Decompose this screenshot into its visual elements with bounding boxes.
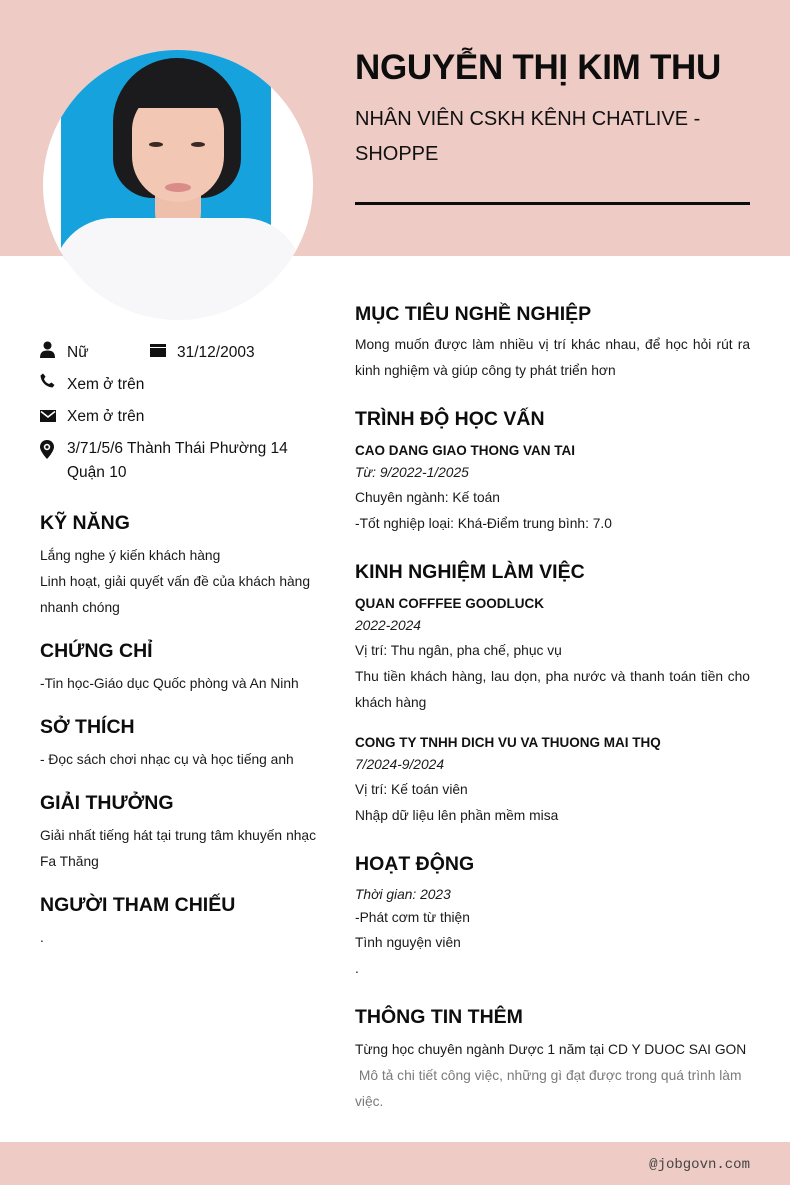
hobbies-heading: SỞ THÍCH xyxy=(40,716,135,738)
contact-address xyxy=(40,437,288,485)
additional-heading: THÔNG TIN THÊM xyxy=(355,1006,523,1028)
activities-heading: HOẠT ĐỘNG xyxy=(355,853,475,875)
address-line-1: 3/71/5/6 Thành Thái Phường 14 xyxy=(67,440,288,457)
experience-heading: KINH NGHIỆM LÀM VIỆC xyxy=(355,561,585,583)
awards-text: Giải nhất tiếng hát tại trung tâm khuyến nhạc Fa Thăng xyxy=(40,828,316,869)
certificates-text: -Tin học-Giáo dục Quốc phòng và An Ninh xyxy=(40,676,299,691)
photo-eye xyxy=(149,142,163,147)
calendar-icon xyxy=(150,341,177,359)
skills-list xyxy=(40,543,320,621)
education-school: CAO DANG GIAO THONG VAN TAI xyxy=(355,443,575,458)
contact-birthday: 31/12/2003 xyxy=(150,341,255,365)
profile-photo xyxy=(43,50,313,320)
activities-period: Thời gian: 2023 xyxy=(355,887,451,902)
certificates-heading: CHỨNG CHỈ xyxy=(40,640,153,662)
job-period: 2022-2024 xyxy=(355,618,421,633)
job-company: CONG TY TNHH DICH VU VA THUONG MAI THQ xyxy=(355,735,661,750)
job-description: Thu tiền khách hàng, lau dọn, pha nước và thanh toán tiền cho khách hàng xyxy=(355,669,750,710)
references-heading: NGƯỜI THAM CHIẾU xyxy=(40,894,236,916)
job-description: Nhập dữ liệu lên phần mềm misa xyxy=(355,808,559,823)
activities-line-2: Tình nguyện viên xyxy=(355,935,461,950)
education-major: Chuyên ngành: Kế toán xyxy=(355,490,500,505)
education-period: Từ: 9/2022-1/2025 xyxy=(355,465,469,480)
footer-site: @jobgovn.com xyxy=(649,1157,750,1173)
skills-heading: KỸ NĂNG xyxy=(40,512,130,534)
hobbies-text: - Đọc sách chơi nhạc cụ và học tiếng anh xyxy=(40,752,294,767)
objective-heading: MỤC TIÊU NGHỀ NGHIỆP xyxy=(355,303,592,325)
phone-icon xyxy=(40,373,67,391)
additional-placeholder: Mô tả chi tiết công việc, những gì đạt được trong quá trình làm việc. xyxy=(355,1068,746,1109)
skill-item: Linh hoạt, giải quyết vấn đề của khách hàng xyxy=(40,574,311,589)
job-company: QUAN COFFFEE GOODLUCK xyxy=(355,596,544,611)
title-divider xyxy=(355,202,750,205)
education-heading: TRÌNH ĐỘ HỌC VẤN xyxy=(355,408,545,430)
education-details xyxy=(355,485,750,537)
contact-phone: Xem ở trên xyxy=(40,373,144,397)
photo-bangs xyxy=(129,70,227,108)
education-grade: -Tốt nghiệp loại: Khá-Điểm trung bình: 7.0 xyxy=(355,516,612,531)
job-position: Vị trí: Thu ngân, pha chế, phục vụ xyxy=(355,643,562,658)
photo-shirt xyxy=(53,218,303,320)
location-pin-icon xyxy=(40,437,67,455)
references-text: . xyxy=(40,930,44,945)
activities-line-1: -Phát cơm từ thiện xyxy=(355,910,470,925)
additional-text: Từng học chuyên ngành Dược 1 năm tại CD Y DUOC SAI GON xyxy=(355,1042,747,1057)
skill-item: nhanh chóng xyxy=(40,600,120,615)
contact-gender: Nữ xyxy=(40,341,89,365)
envelope-icon xyxy=(40,405,67,423)
address-line-2: Quận 10 xyxy=(67,464,127,481)
contact-email: Xem ở trên xyxy=(40,405,144,429)
photo-lips xyxy=(165,183,191,192)
person-icon xyxy=(40,341,67,359)
job-position: Vị trí: Kế toán viên xyxy=(355,782,468,797)
candidate-name: NGUYỄN THỊ KIM THU xyxy=(355,48,721,87)
candidate-title: NHÂN VIÊN CSKH KÊNH CHATLIVE - SHOPPE xyxy=(355,108,701,165)
awards-heading: GIẢI THƯỞNG xyxy=(40,792,174,814)
activities-line-3: . xyxy=(355,961,359,976)
skill-item: Lắng nghe ý kiến khách hàng xyxy=(40,548,221,563)
photo-eye xyxy=(191,142,205,147)
job-period: 7/2024-9/2024 xyxy=(355,757,444,772)
objective-text: Mong muốn được làm nhiều vị trí khác nhau, để học hỏi rút ra kinh nghiệm và giúp công ty phát triển hơn xyxy=(355,337,750,378)
